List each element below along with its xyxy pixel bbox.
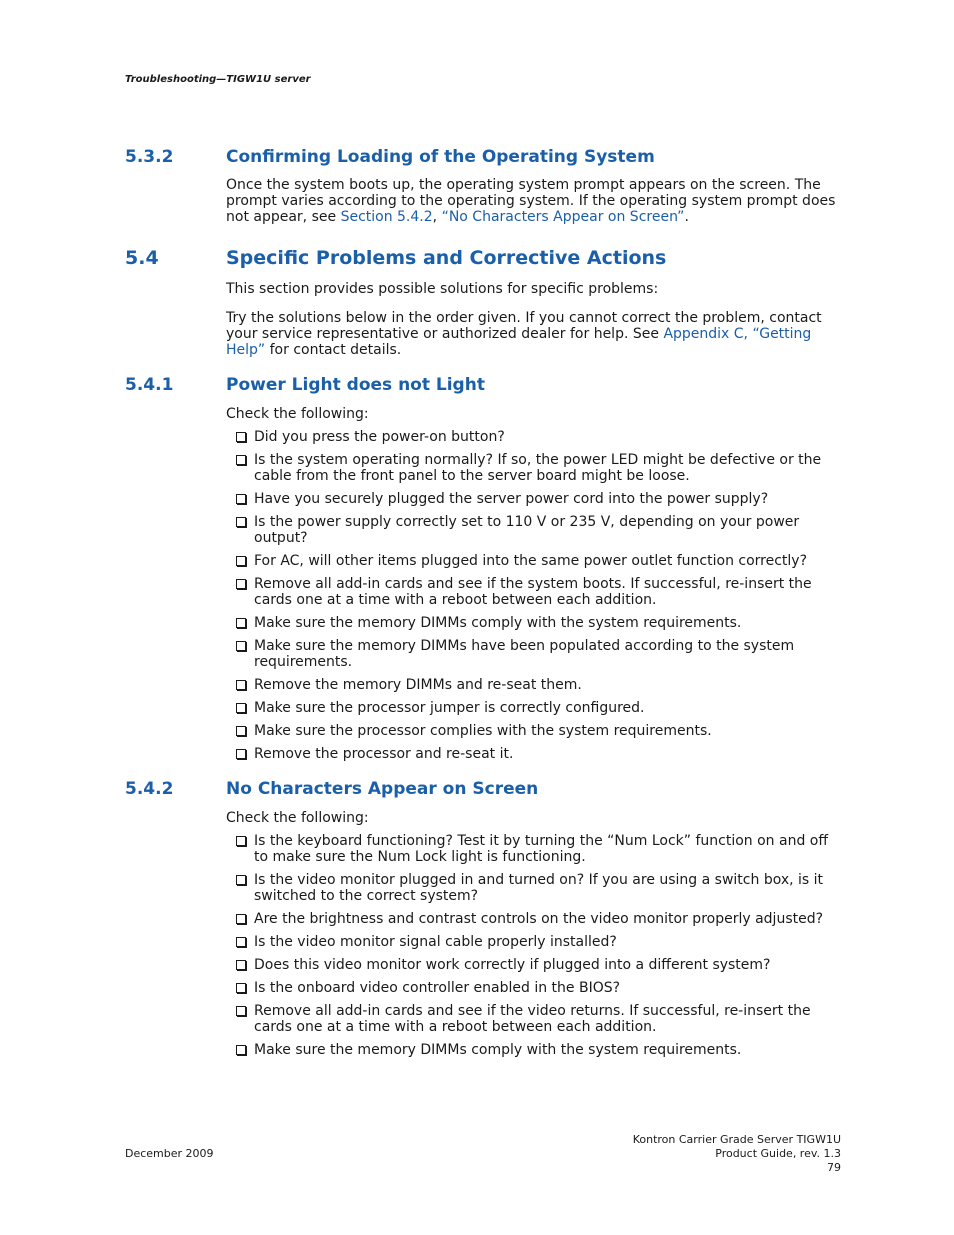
checkbox-icon <box>236 579 246 589</box>
paragraph: Check the following: <box>226 406 369 422</box>
checkbox-icon <box>236 914 246 924</box>
page-content <box>125 146 841 1058</box>
list-item: Is the video monitor plugged in and turned on? If you are using a switch box, is it switched to the correct system? <box>226 872 841 904</box>
text: for contact details. <box>265 342 402 358</box>
paragraph <box>226 310 841 358</box>
checkbox-icon <box>236 749 246 759</box>
section-title: No Characters Appear on Screen <box>226 779 539 799</box>
checkbox-icon <box>236 703 246 713</box>
page-number: 79 <box>827 1161 841 1174</box>
link-no-characters[interactable]: “No Characters Appear on Screen” <box>441 209 685 225</box>
checkbox-icon <box>236 680 246 690</box>
section-5-3-2-body <box>226 177 841 225</box>
list-item: Have you securely plugged the server power cord into the power supply? <box>226 491 841 507</box>
footer-date: December 2009 <box>125 1147 214 1160</box>
list-item: Remove the memory DIMMs and re-seat them. <box>226 677 841 693</box>
heading-5-4 <box>125 245 841 271</box>
list-item: Are the brightness and contrast controls on the video monitor properly adjusted? <box>226 911 841 927</box>
list-item: Remove the processor and re-seat it. <box>226 746 841 762</box>
list-item: Make sure the memory DIMMs comply with the system requirements. <box>226 615 841 631</box>
section-number: 5.4.1 <box>125 375 174 395</box>
checklist <box>226 833 841 1058</box>
list-item: Is the onboard video controller enabled in the BIOS? <box>226 980 841 996</box>
checkbox-icon <box>236 432 246 442</box>
list-item: Did you press the power-on button? <box>226 429 841 445</box>
section-number: 5.4 <box>125 247 159 269</box>
section-title: Power Light does not Light <box>226 375 485 395</box>
heading-5-3-2 <box>125 146 841 168</box>
link-appendix-c[interactable]: Appendix C, “Getting Help” <box>226 326 812 358</box>
checkbox-icon <box>236 960 246 970</box>
checkbox-icon <box>236 494 246 504</box>
checkbox-icon <box>236 556 246 566</box>
list-item: Is the video monitor signal cable properly installed? <box>226 934 841 950</box>
list-item: Make sure the memory DIMMs have been populated according to the system requirements. <box>226 638 841 670</box>
checkbox-icon <box>236 517 246 527</box>
footer-guide: Product Guide, rev. 1.3 <box>715 1147 841 1160</box>
link-section-5-4-2[interactable]: Section 5.4.2 <box>340 209 433 225</box>
checklist <box>226 429 841 762</box>
list-item: Is the keyboard functioning? Test it by turning the “Num Lock” function on and off to make sure the Num Lock light is functioning. <box>226 833 841 865</box>
footer-info <box>633 1133 841 1175</box>
text: , <box>432 209 442 225</box>
checkbox-icon <box>236 836 246 846</box>
list-item: For AC, will other items plugged into the same power outlet function correctly? <box>226 553 841 569</box>
section-5-4-body <box>226 281 841 358</box>
checkbox-icon <box>236 618 246 628</box>
text: . <box>684 209 689 225</box>
checkbox-icon <box>236 983 246 993</box>
list-item: Does this video monitor work correctly if plugged into a different system? <box>226 957 841 973</box>
paragraph: Check the following: <box>226 810 369 826</box>
section-title: Confirming Loading of the Operating System <box>226 147 655 167</box>
footer-product: Kontron Carrier Grade Server TIGW1U <box>632 1133 841 1146</box>
list-item: Make sure the processor complies with the system requirements. <box>226 723 841 739</box>
section-5-4-2-body <box>226 810 841 1058</box>
heading-5-4-2 <box>125 778 841 800</box>
list-item: Make sure the memory DIMMs comply with the system requirements. <box>226 1042 841 1058</box>
list-item: Remove all add-in cards and see if the video returns. If successful, re-insert the cards one at a time with a reboot between each addition. <box>226 1003 841 1035</box>
checkbox-icon <box>236 726 246 736</box>
checkbox-icon <box>236 937 246 947</box>
paragraph: This section provides possible solutions for specific problems: <box>226 281 659 297</box>
section-5-4-1-body <box>226 406 841 762</box>
checkbox-icon <box>236 455 246 465</box>
checkbox-icon <box>236 1045 246 1055</box>
list-item: Make sure the processor jumper is correctly configured. <box>226 700 841 716</box>
list-item: Is the power supply correctly set to 110 V or 235 V, depending on your power output? <box>226 514 841 546</box>
text: Try the solutions below in the order given. If you cannot correct the problem, contact your service representative or authorized dealer for help. See <box>226 310 822 342</box>
section-number: 5.3.2 <box>125 147 174 167</box>
running-head: Troubleshooting—TIGW1U server <box>125 74 311 85</box>
checkbox-icon <box>236 875 246 885</box>
list-item: Is the system operating normally? If so, the power LED might be defective or the cable from the front panel to the server board might be loose. <box>226 452 841 484</box>
section-number: 5.4.2 <box>125 779 174 799</box>
section-title: Specific Problems and Corrective Actions <box>226 247 667 269</box>
list-item: Remove all add-in cards and see if the system boots. If successful, re-insert the cards one at a time with a reboot between each addition. <box>226 576 841 608</box>
text: Once the system boots up, the operating system prompt appears on the screen. The prompt varies according to the operating system. If the operating system prompt does not appear, see <box>226 177 836 225</box>
heading-5-4-1 <box>125 374 841 396</box>
paragraph <box>226 177 841 225</box>
checkbox-icon <box>236 1006 246 1016</box>
checkbox-icon <box>236 641 246 651</box>
